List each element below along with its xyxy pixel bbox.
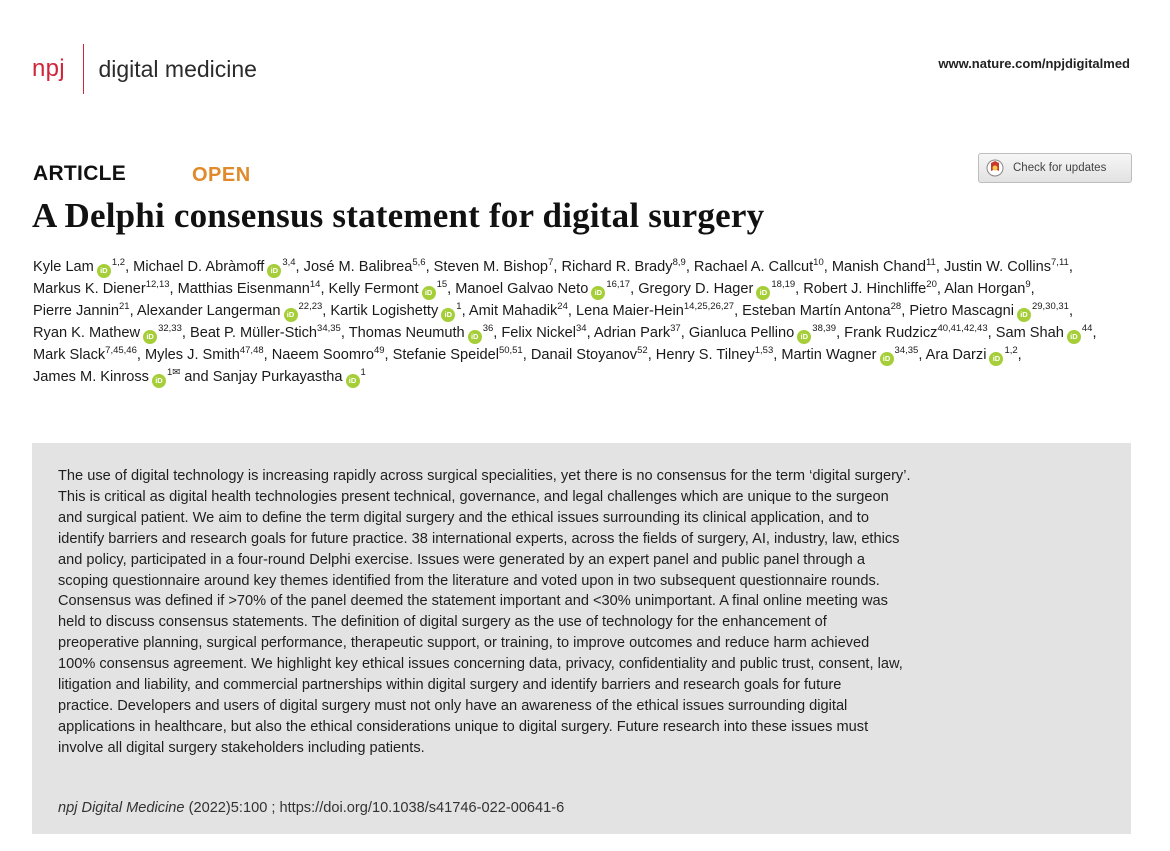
- article-title: A Delphi consensus statement for digital surgery: [32, 196, 765, 235]
- author-name: Robert J. Hinchliffe: [803, 281, 927, 297]
- author-name: Sanjay Purkayastha: [212, 369, 343, 385]
- abstract-line: held to discuss consensus statements. The definition of digital surgery as the use of technology for the enhancement of: [58, 614, 827, 631]
- author-name: Kartik Logishetty: [330, 303, 439, 319]
- author[interactable]: [145, 347, 264, 363]
- abstract-line: preoperative planning, surgical performance, therapeutic support, or training, to improve outcomes and reduce harm achieved: [58, 635, 870, 652]
- author-name: José M. Balibrea: [303, 259, 413, 275]
- citation-details[interactable]: (2022)5:100 ; https://doi.org/10.1038/s41746-022-00641-6: [184, 800, 565, 816]
- author[interactable]: [561, 259, 685, 275]
- affiliation-numbers[interactable]: 22,23: [298, 301, 323, 312]
- author-name: Amit Mahadik: [468, 303, 558, 319]
- affiliation-numbers[interactable]: 44: [1081, 323, 1093, 334]
- author[interactable]: [781, 347, 918, 363]
- author-name: Felix Nickel: [501, 325, 576, 341]
- affiliation-numbers[interactable]: 18,19: [771, 279, 796, 290]
- author[interactable]: [329, 281, 448, 297]
- journal-url-link[interactable]: www.nature.com/npjdigitalmed: [938, 56, 1130, 71]
- orcid-icon[interactable]: iD: [267, 264, 281, 278]
- author-name: Frank Rudzicz: [844, 325, 938, 341]
- open-access-label: OPEN: [192, 164, 251, 186]
- orcid-icon[interactable]: iD: [591, 286, 605, 300]
- author-name: James M. Kinross: [33, 369, 149, 385]
- affiliation-numbers[interactable]: 37: [670, 323, 681, 334]
- abstract-line: involve all digital surgery stakeholders including patients.: [58, 739, 425, 756]
- affiliation-numbers[interactable]: 12,13: [145, 279, 170, 290]
- author[interactable]: [832, 259, 936, 275]
- affiliation-numbers[interactable]: 1: [360, 367, 366, 378]
- author-name: Kelly Fermont: [328, 281, 419, 297]
- affiliation-numbers[interactable]: 1,2: [1004, 345, 1018, 356]
- affiliation-numbers[interactable]: 34: [575, 323, 587, 334]
- article-type-label: ARTICLE: [33, 162, 127, 185]
- orcid-icon[interactable]: iD: [756, 286, 770, 300]
- author-name: Naeem Soomro: [271, 347, 374, 363]
- affiliation-numbers[interactable]: 52: [637, 345, 648, 356]
- author-name: Esteban Martín Antona: [742, 303, 891, 319]
- affiliation-numbers[interactable]: 1: [456, 301, 462, 312]
- orcid-icon[interactable]: iD: [797, 330, 811, 344]
- author-name: Sam Shah: [995, 325, 1064, 341]
- abstract-line: applications in healthcare, but also the ethical considerations unique to digital surgery. Future research into these issues must: [58, 718, 869, 735]
- affiliation-numbers[interactable]: 24: [557, 301, 568, 312]
- affiliation-numbers[interactable]: 47,48: [239, 345, 264, 356]
- author-name: Danail Stoyanov: [530, 347, 638, 363]
- author-name: Pietro Mascagni: [909, 303, 1014, 319]
- author[interactable]: [393, 347, 523, 363]
- orcid-icon[interactable]: iD: [143, 330, 157, 344]
- author[interactable]: [531, 347, 648, 363]
- abstract-line: The use of digital technology is increasing rapidly across surgical specialities, yet there is no consensus for the term ‘digital surgery’.: [58, 468, 911, 484]
- affiliation-numbers[interactable]: 14: [309, 279, 321, 290]
- abstract-line: 100% consensus agreement. We highlight key ethical issues concerning data, privacy, confidentiality and public trust, consent, law,: [58, 656, 903, 673]
- author-name: Manoel Galvao Neto: [455, 281, 589, 297]
- author-name: Thomas Neumuth: [348, 325, 465, 341]
- affiliation-numbers[interactable]: 14,25,26,27: [683, 301, 735, 312]
- logo-divider: [83, 44, 85, 94]
- affiliation-numbers[interactable]: 38,39: [812, 323, 837, 334]
- author-name: Ryan K. Mathew: [33, 325, 141, 341]
- author-name: Richard R. Brady: [561, 259, 673, 275]
- author[interactable]: [576, 303, 734, 319]
- author[interactable]: [844, 325, 987, 341]
- affiliation-numbers[interactable]: 15: [436, 279, 448, 290]
- author[interactable]: [944, 281, 1030, 297]
- citation-journal: npj Digital Medicine: [58, 800, 185, 816]
- author-name: Steven M. Bishop: [433, 259, 549, 275]
- abstract-line: and policy, participated in a four-round Delphi exercise. Issues were generated by an expert panel and public panel through a: [58, 551, 865, 568]
- author-name: Lena Maier-Hein: [575, 303, 684, 319]
- author-name: Myles J. Smith: [144, 347, 240, 363]
- affiliation-numbers[interactable]: 1: [166, 367, 173, 378]
- affiliation-numbers[interactable]: 7,45,46: [105, 345, 137, 356]
- logo-npj-text: npj: [32, 55, 65, 82]
- author-name: Markus K. Diener: [33, 281, 146, 297]
- author[interactable]: [304, 259, 426, 275]
- author[interactable]: [330, 303, 461, 319]
- abstract-line: This is critical as digital health technologies present technical, governance, and legal challenges which are unique to the surgeon: [58, 488, 889, 505]
- author-name: Manish Chand: [831, 259, 926, 275]
- affiliation-numbers[interactable]: 34,35: [894, 345, 919, 356]
- affiliation-numbers[interactable]: 3,4: [282, 257, 296, 268]
- orcid-icon[interactable]: iD: [152, 374, 166, 388]
- author-name: Ara Darzi: [925, 347, 987, 363]
- author[interactable]: [689, 325, 836, 341]
- abstract-line: scoping questionnaire around key themes identified from the literature and voted upon in two subsequent questionnaire rounds.: [58, 572, 880, 589]
- orcid-icon[interactable]: iD: [880, 352, 894, 366]
- abstract-box: [32, 443, 1131, 834]
- journal-logo[interactable]: [32, 44, 257, 94]
- author-name: Pierre Jannin: [33, 303, 119, 319]
- orcid-icon[interactable]: iD: [284, 308, 298, 322]
- author[interactable]: [133, 259, 295, 275]
- author-name: Beat P. Müller-Stich: [189, 325, 318, 341]
- author-name: Alan Horgan: [944, 281, 1026, 297]
- orcid-icon[interactable]: iD: [422, 286, 436, 300]
- affiliation-numbers[interactable]: 50,51: [498, 345, 523, 356]
- affiliation-numbers[interactable]: 5,6: [412, 257, 426, 268]
- author-name: Gianluca Pellino: [688, 325, 795, 341]
- orcid-icon[interactable]: iD: [1067, 330, 1081, 344]
- author[interactable]: [803, 281, 937, 297]
- author-name: Matthias Eisenmann: [177, 281, 310, 297]
- orcid-icon[interactable]: iD: [989, 352, 1003, 366]
- author-name: Martin Wagner: [781, 347, 877, 363]
- author-name: Stefanie Speidel: [392, 347, 499, 363]
- author[interactable]: [926, 347, 1018, 363]
- affiliation-numbers[interactable]: 1,53: [754, 345, 774, 356]
- affiliation-numbers[interactable]: 36: [482, 323, 494, 334]
- author-name: Adrian Park: [593, 325, 671, 341]
- affiliation-numbers[interactable]: 7: [548, 257, 554, 268]
- author[interactable]: [656, 347, 773, 363]
- mail-icon[interactable]: ✉: [172, 367, 181, 378]
- author[interactable]: [996, 325, 1093, 341]
- author[interactable]: [178, 281, 321, 297]
- author[interactable]: [33, 347, 137, 363]
- author[interactable]: [272, 347, 385, 363]
- affiliation-numbers[interactable]: 40,41,42,43: [937, 323, 988, 334]
- author[interactable]: [455, 281, 630, 297]
- author[interactable]: [638, 281, 795, 297]
- author-name: Rachael A. Callcut: [693, 259, 814, 275]
- orcid-icon[interactable]: iD: [468, 330, 482, 344]
- author[interactable]: [33, 281, 170, 297]
- affiliation-numbers[interactable]: 8,9: [672, 257, 686, 268]
- affiliation-numbers[interactable]: 20: [926, 279, 937, 290]
- author[interactable]: [469, 303, 568, 319]
- author[interactable]: [137, 303, 322, 319]
- author[interactable]: [33, 303, 130, 319]
- abstract-line: Consensus was defined if >70% of the panel deemed the statement important and <30% unimportant. A final online meeting was: [58, 593, 888, 610]
- abstract-line: identify barriers and research goals for future practice. 38 international experts, across the fields of surgery, AI, industry, law, ethics: [58, 530, 900, 547]
- orcid-icon[interactable]: iD: [441, 308, 455, 322]
- abstract-line: and surgical patient. We aim to define the term digital surgery and the ethical issues surrounding its clinical application, and to: [58, 509, 869, 526]
- affiliation-numbers[interactable]: 29,30,31: [1031, 301, 1069, 312]
- affiliation-numbers[interactable]: 10: [813, 257, 824, 268]
- orcid-icon[interactable]: iD: [97, 264, 111, 278]
- author[interactable]: [434, 259, 554, 275]
- author-name: Henry S. Tilney: [655, 347, 755, 363]
- logo-journal-name: digital medicine: [98, 55, 257, 82]
- author-name: Gregory D. Hager: [638, 281, 754, 297]
- author[interactable]: [33, 325, 182, 341]
- orcid-icon[interactable]: iD: [346, 374, 360, 388]
- check-updates-label: Check for updates: [1013, 162, 1107, 174]
- abstract-text: [58, 466, 1113, 759]
- affiliation-numbers[interactable]: 34,35: [317, 323, 341, 334]
- abstract-line: practice. Developers and users of digital surgery must not only have an awareness of the ethical issues surrounding digital: [58, 697, 848, 714]
- affiliation-numbers[interactable]: 16,17: [606, 279, 631, 290]
- citation: [58, 800, 564, 816]
- orcid-icon[interactable]: iD: [1017, 308, 1031, 322]
- affiliation-numbers[interactable]: 11: [925, 257, 936, 268]
- affiliation-numbers[interactable]: 21: [119, 301, 130, 312]
- author-name: Michael D. Abràmoff: [133, 259, 265, 275]
- abstract-line: litigation and liability, and commercial partnerships within digital surgery and identify barriers and research goals for future: [58, 677, 842, 694]
- author-name: Justin W. Collins: [943, 259, 1052, 275]
- affiliation-numbers[interactable]: 1,2: [111, 257, 126, 268]
- check-updates-icon: [986, 159, 1004, 177]
- author[interactable]: [213, 369, 366, 385]
- check-for-updates-button[interactable]: [978, 153, 1132, 183]
- author[interactable]: [594, 325, 681, 341]
- author-name: Alexander Langerman: [136, 303, 281, 319]
- affiliation-numbers[interactable]: 28: [890, 301, 902, 312]
- affiliation-numbers[interactable]: 49: [373, 345, 385, 356]
- affiliation-numbers[interactable]: 32,33: [158, 323, 182, 334]
- author-list: Kyle Lam iD$^{1,2}$, Michael D. Abràmoff iD$^{3,4}$, José M. Balibrea$^{5,6}$, Steven M. Bishop$^7$, Richard R. Brady$^{8,9}$, Rachael A. Callcut$^{10}$, Manish Chand$^{11}$, Justin W. Collins$^{7,11}$, Markus K. Diener$^{12,13}$, Matthias Eisenmann$^{14}$, Kelly Fermont $iD^{15}$, Manoel Galvao Neto iD$^{16,17}$, Gregory D. Hager iD$^{18,19}$, Robert J. Hinchliffe$^{20}$, Alan Horgan$^9$, Pierre Jannin$^{21}$, Alexander Langerman iD$^{22,23}$, Kartik Logishetty $iD^1$, Amit Mahadik$^{24}$, Lena Maier-Hein$^{14,25,26,27}$, Esteban Martín Antona$^{28}$, Pietro Mascagni iD$^{29,30,31}$, Ryan K. Mathew iD$^{32,33}$, Beat P. Müller-Stich$^{34,35}$, Thomas Neumuth $iD^{36}$, Felix Nickel$^{34}$, Adrian Park$^{37}$, Gianluca Pellino iD$^{38,39}$, Frank Rudzicz$^{40,41,42,43}$, Sam Shah $iD^{44}$, Mark Slack$^{7,45,46}$, Myles J. Smith$^{47,48}$, Naeem Soomro$^{49}$, Stefanie Speidel$^{50,51}$, Danail Stoyanov$^{52}$, Henry S. Tilney$^{1,53}$, Martin Wagner iD$^{34,35}$, Ara Darzi iD$^{1,2}$, James M. Kinross $iD^{1✉}$ and Sanjay Purkayastha $iD^1$: [33, 256, 1138, 388]
- author[interactable]: [501, 325, 586, 341]
- affiliation-numbers[interactable]: 9: [1025, 279, 1031, 290]
- author[interactable]: [349, 325, 494, 341]
- author[interactable]: [944, 259, 1069, 275]
- author-name: Kyle Lam: [33, 259, 94, 275]
- author[interactable]: [742, 303, 901, 319]
- author[interactable]: [33, 259, 125, 275]
- author[interactable]: [190, 325, 341, 341]
- author[interactable]: [694, 259, 824, 275]
- author-name: Mark Slack: [33, 347, 106, 363]
- author[interactable]: [33, 369, 180, 385]
- affiliation-numbers[interactable]: 7,11: [1051, 257, 1069, 268]
- author[interactable]: [909, 303, 1069, 319]
